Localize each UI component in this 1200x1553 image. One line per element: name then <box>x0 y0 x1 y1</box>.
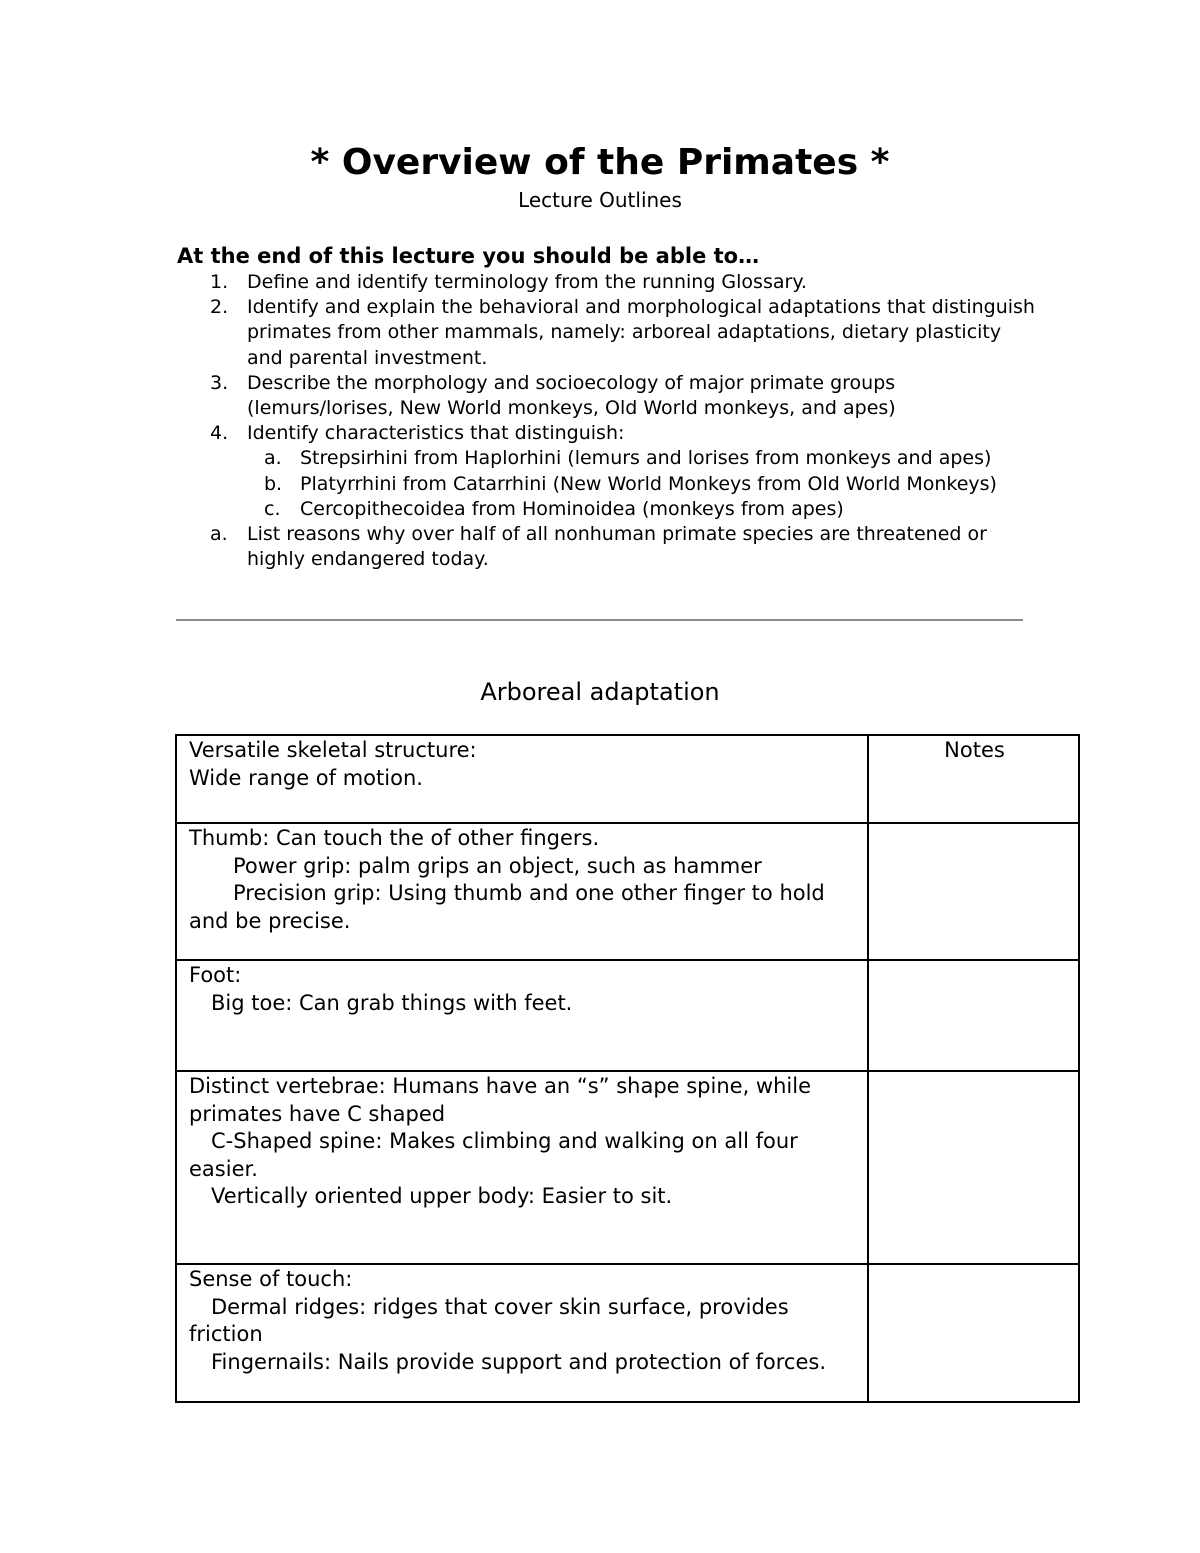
objective-number: 1. <box>210 271 229 293</box>
objective-subitem <box>177 497 1037 522</box>
notes-cell[interactable] <box>868 823 1079 960</box>
topic-heading: Versatile skeletal structure: <box>189 738 477 762</box>
notes-header-cell <box>868 735 1079 823</box>
page-subtitle: Lecture Outlines <box>518 188 682 212</box>
objective-number: 4. <box>210 422 229 445</box>
topic-detail: Dermal ridges: ridges that cover skin surface, provides friction <box>189 1294 789 1346</box>
topic-detail: C-Shaped spine: Makes climbing and walking on all four easier. <box>189 1129 798 1181</box>
subitem-text: Cercopithecoidea from Hominoidea (monkeys from apes) <box>300 497 844 520</box>
table-row <box>176 1071 1079 1264</box>
topic-detail: Wide range of motion. <box>189 765 423 790</box>
objective-item <box>177 421 1037 446</box>
objective-number: 2. <box>210 296 229 319</box>
objective-number: a. <box>210 523 228 546</box>
table-row <box>176 735 1079 823</box>
notes-cell[interactable] <box>868 960 1079 1071</box>
topic-cell <box>176 1071 868 1264</box>
notes-cell[interactable] <box>868 1264 1079 1402</box>
subitem-letter: c. <box>264 497 281 520</box>
topic-detail: Power grip: palm grips an object, such as hammer <box>233 853 762 878</box>
objective-item <box>177 270 1037 295</box>
topic-cell <box>176 823 868 960</box>
objectives-heading: At the end of this lecture you should be able to… <box>177 244 760 268</box>
page-title: * Overview of the Primates * <box>310 142 890 183</box>
topic-detail: Vertically oriented upper body: Easier to sit. <box>211 1184 673 1208</box>
subitem-text: Strepsirhini from Haplorhini (lemurs and lorises from monkeys and apes) <box>300 447 992 470</box>
objective-subitem <box>177 446 1037 471</box>
subitem-letter: a. <box>264 447 282 470</box>
notes-cell[interactable] <box>868 1071 1079 1264</box>
objective-subitem <box>177 472 1037 497</box>
section-divider <box>176 619 1023 621</box>
topic-cell <box>176 1264 868 1402</box>
subitem-letter: b. <box>264 472 283 495</box>
topic-detail: Big toe: Can grab things with feet. <box>211 990 573 1015</box>
table-row <box>176 823 1079 960</box>
subitem-text: Platyrrhini from Catarrhini (New World Monkeys from Old World Monkeys) <box>300 472 997 495</box>
section-heading: Arboreal adaptation <box>480 678 720 706</box>
objective-number: 3. <box>210 371 229 394</box>
objectives-list <box>177 270 1037 572</box>
table-row <box>176 960 1079 1071</box>
notes-header: Notes <box>944 738 1005 762</box>
topic-heading: Foot: <box>189 963 242 987</box>
topic-detail: Precision grip: Using thumb and one other finger to hold and be precise. <box>189 881 825 933</box>
notes-table <box>175 734 1080 1403</box>
objective-item <box>177 295 1037 371</box>
topic-cell <box>176 735 868 823</box>
topic-heading: Sense of touch: <box>189 1267 353 1291</box>
objective-text: Identify and explain the behavioral and morphological adaptations that distinguish primates from other mammals, namely: arboreal adaptations, dietary plasticity and parental investment. <box>247 296 1035 369</box>
topic-detail: Fingernails: Nails provide support and protection of forces. <box>211 1349 826 1374</box>
objective-text: Describe the morphology and socioecology of major primate groups (lemurs/lorises, New World monkeys, Old World monkeys, and apes) <box>247 371 896 420</box>
objective-text: Identify characteristics that distinguish: <box>247 422 625 445</box>
topic-heading: Distinct vertebrae: Humans have an “s” shape spine, while primates have C shaped <box>189 1074 812 1126</box>
objective-item <box>177 522 1037 572</box>
topic-cell <box>176 960 868 1071</box>
objective-text: List reasons why over half of all nonhuman primate species are threatened or highly endangered today. <box>247 523 987 571</box>
table-row <box>176 1264 1079 1402</box>
objective-text: Define and identify terminology from the running Glossary. <box>247 271 807 293</box>
objective-item <box>177 371 1037 421</box>
topic-heading: Thumb: Can touch the of other fingers. <box>189 826 600 850</box>
